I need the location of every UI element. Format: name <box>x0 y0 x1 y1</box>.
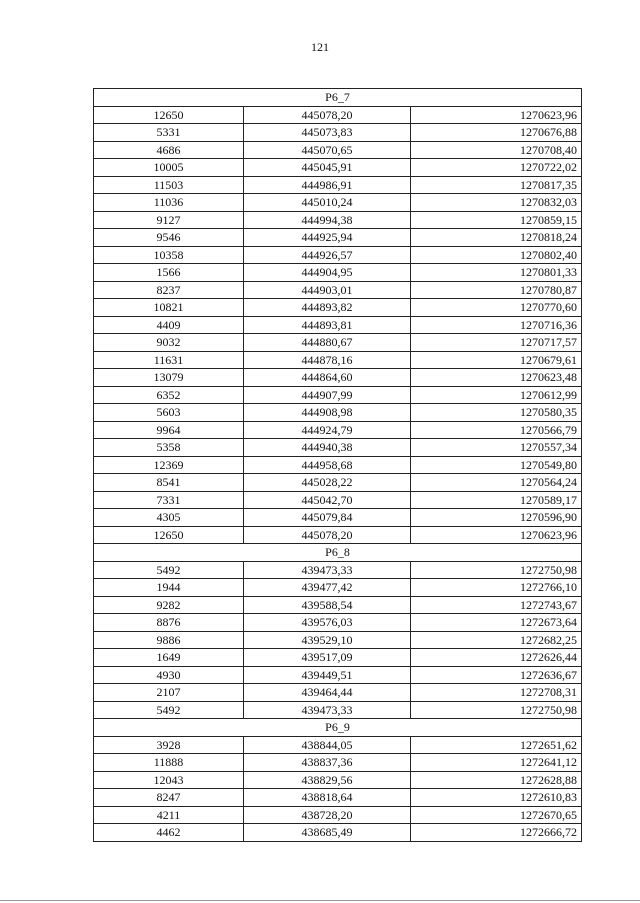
x-coordinate-cell: 444908,98 <box>244 404 411 422</box>
y-coordinate-cell: 1272670,65 <box>411 806 582 824</box>
section-header-row <box>94 544 582 562</box>
table-row <box>94 684 582 702</box>
y-coordinate-cell: 1272708,31 <box>411 684 582 702</box>
y-coordinate-cell: 1272628,88 <box>411 771 582 789</box>
table-row <box>94 211 582 229</box>
table-row <box>94 771 582 789</box>
x-coordinate-cell: 438728,20 <box>244 806 411 824</box>
y-coordinate-cell: 1270679,61 <box>411 351 582 369</box>
point-id-cell: 11888 <box>94 754 244 772</box>
table-row <box>94 369 582 387</box>
table-row <box>94 176 582 194</box>
x-coordinate-cell: 438829,56 <box>244 771 411 789</box>
table-row <box>94 246 582 264</box>
x-coordinate-cell: 444893,81 <box>244 316 411 334</box>
x-coordinate-cell: 445073,83 <box>244 124 411 142</box>
point-id-cell: 9886 <box>94 631 244 649</box>
point-id-cell: 10358 <box>94 246 244 264</box>
table-row <box>94 474 582 492</box>
x-coordinate-cell: 444907,99 <box>244 386 411 404</box>
point-id-cell: 4686 <box>94 141 244 159</box>
y-coordinate-cell: 1270549,80 <box>411 456 582 474</box>
y-coordinate-cell: 1270780,87 <box>411 281 582 299</box>
y-coordinate-cell: 1270802,40 <box>411 246 582 264</box>
y-coordinate-cell: 1270770,60 <box>411 299 582 317</box>
point-id-cell: 6352 <box>94 386 244 404</box>
x-coordinate-cell: 444994,38 <box>244 211 411 229</box>
point-id-cell: 5358 <box>94 439 244 457</box>
section-title: Р6_8 <box>94 544 582 562</box>
y-coordinate-cell: 1270623,96 <box>411 106 582 124</box>
y-coordinate-cell: 1272673,64 <box>411 614 582 632</box>
y-coordinate-cell: 1272610,83 <box>411 789 582 807</box>
point-id-cell: 2107 <box>94 684 244 702</box>
table-row <box>94 561 582 579</box>
y-coordinate-cell: 1272641,12 <box>411 754 582 772</box>
table-row <box>94 264 582 282</box>
y-coordinate-cell: 1272682,25 <box>411 631 582 649</box>
x-coordinate-cell: 444940,38 <box>244 439 411 457</box>
y-coordinate-cell: 1272626,44 <box>411 649 582 667</box>
table-row <box>94 106 582 124</box>
x-coordinate-cell: 444864,60 <box>244 369 411 387</box>
table-row <box>94 701 582 719</box>
table-row <box>94 194 582 212</box>
point-id-cell: 9032 <box>94 334 244 352</box>
coordinates-table <box>93 88 582 842</box>
table-row <box>94 141 582 159</box>
y-coordinate-cell: 1272651,62 <box>411 736 582 754</box>
point-id-cell: 4211 <box>94 806 244 824</box>
point-id-cell: 1944 <box>94 579 244 597</box>
point-id-cell: 12043 <box>94 771 244 789</box>
table-row <box>94 579 582 597</box>
x-coordinate-cell: 444926,57 <box>244 246 411 264</box>
x-coordinate-cell: 445028,22 <box>244 474 411 492</box>
point-id-cell: 4930 <box>94 666 244 684</box>
table-row <box>94 806 582 824</box>
point-id-cell: 9127 <box>94 211 244 229</box>
point-id-cell: 11036 <box>94 194 244 212</box>
x-coordinate-cell: 439464,44 <box>244 684 411 702</box>
y-coordinate-cell: 1270801,33 <box>411 264 582 282</box>
point-id-cell: 5603 <box>94 404 244 422</box>
point-id-cell: 1649 <box>94 649 244 667</box>
x-coordinate-cell: 445078,20 <box>244 526 411 544</box>
y-coordinate-cell: 1270596,90 <box>411 509 582 527</box>
x-coordinate-cell: 439529,10 <box>244 631 411 649</box>
section-header-row <box>94 89 582 107</box>
point-id-cell: 5492 <box>94 701 244 719</box>
x-coordinate-cell: 444986,91 <box>244 176 411 194</box>
x-coordinate-cell: 438685,49 <box>244 824 411 842</box>
point-id-cell: 10005 <box>94 159 244 177</box>
x-coordinate-cell: 439517,09 <box>244 649 411 667</box>
point-id-cell: 3928 <box>94 736 244 754</box>
x-coordinate-cell: 444904,95 <box>244 264 411 282</box>
table-row <box>94 631 582 649</box>
coordinates-table-body <box>94 89 582 842</box>
table-row <box>94 526 582 544</box>
x-coordinate-cell: 444924,79 <box>244 421 411 439</box>
point-id-cell: 5492 <box>94 561 244 579</box>
point-id-cell: 10821 <box>94 299 244 317</box>
y-coordinate-cell: 1270612,99 <box>411 386 582 404</box>
table-row <box>94 299 582 317</box>
table-row <box>94 456 582 474</box>
y-coordinate-cell: 1272750,98 <box>411 701 582 719</box>
x-coordinate-cell: 444878,16 <box>244 351 411 369</box>
y-coordinate-cell: 1270557,34 <box>411 439 582 457</box>
x-coordinate-cell: 445079,84 <box>244 509 411 527</box>
point-id-cell: 1566 <box>94 264 244 282</box>
y-coordinate-cell: 1272766,10 <box>411 579 582 597</box>
point-id-cell: 4462 <box>94 824 244 842</box>
point-id-cell: 8247 <box>94 789 244 807</box>
table-row <box>94 509 582 527</box>
y-coordinate-cell: 1270589,17 <box>411 491 582 509</box>
y-coordinate-cell: 1270818,24 <box>411 229 582 247</box>
x-coordinate-cell: 445078,20 <box>244 106 411 124</box>
point-id-cell: 8876 <box>94 614 244 632</box>
x-coordinate-cell: 445042,70 <box>244 491 411 509</box>
table-row <box>94 491 582 509</box>
y-coordinate-cell: 1270623,48 <box>411 369 582 387</box>
y-coordinate-cell: 1270623,96 <box>411 526 582 544</box>
y-coordinate-cell: 1270676,88 <box>411 124 582 142</box>
point-id-cell: 11503 <box>94 176 244 194</box>
x-coordinate-cell: 445070,65 <box>244 141 411 159</box>
x-coordinate-cell: 438837,36 <box>244 754 411 772</box>
point-id-cell: 9282 <box>94 596 244 614</box>
table-row <box>94 596 582 614</box>
y-coordinate-cell: 1270832,03 <box>411 194 582 212</box>
x-coordinate-cell: 444903,01 <box>244 281 411 299</box>
point-id-cell: 12650 <box>94 106 244 124</box>
x-coordinate-cell: 439473,33 <box>244 561 411 579</box>
table-row <box>94 439 582 457</box>
point-id-cell: 12369 <box>94 456 244 474</box>
point-id-cell: 9964 <box>94 421 244 439</box>
x-coordinate-cell: 444893,82 <box>244 299 411 317</box>
x-coordinate-cell: 439473,33 <box>244 701 411 719</box>
x-coordinate-cell: 445010,24 <box>244 194 411 212</box>
table-row <box>94 316 582 334</box>
table-row <box>94 159 582 177</box>
section-title: Р6_9 <box>94 719 582 737</box>
table-row <box>94 824 582 842</box>
table-row <box>94 421 582 439</box>
point-id-cell: 13079 <box>94 369 244 387</box>
y-coordinate-cell: 1270566,79 <box>411 421 582 439</box>
point-id-cell: 4305 <box>94 509 244 527</box>
point-id-cell: 5331 <box>94 124 244 142</box>
point-id-cell: 8541 <box>94 474 244 492</box>
y-coordinate-cell: 1270717,57 <box>411 334 582 352</box>
point-id-cell: 9546 <box>94 229 244 247</box>
x-coordinate-cell: 439588,54 <box>244 596 411 614</box>
table-row <box>94 789 582 807</box>
page-number: 121 <box>311 40 329 54</box>
table-row <box>94 334 582 352</box>
x-coordinate-cell: 444880,67 <box>244 334 411 352</box>
table-row <box>94 281 582 299</box>
y-coordinate-cell: 1272666,72 <box>411 824 582 842</box>
y-coordinate-cell: 1270859,15 <box>411 211 582 229</box>
point-id-cell: 4409 <box>94 316 244 334</box>
y-coordinate-cell: 1270564,24 <box>411 474 582 492</box>
section-header-row <box>94 719 582 737</box>
table-row <box>94 124 582 142</box>
section-title: Р6_7 <box>94 89 582 107</box>
y-coordinate-cell: 1270580,35 <box>411 404 582 422</box>
x-coordinate-cell: 444958,68 <box>244 456 411 474</box>
table-row <box>94 754 582 772</box>
x-coordinate-cell: 445045,91 <box>244 159 411 177</box>
x-coordinate-cell: 439449,51 <box>244 666 411 684</box>
table-row <box>94 229 582 247</box>
x-coordinate-cell: 444925,94 <box>244 229 411 247</box>
y-coordinate-cell: 1270708,40 <box>411 141 582 159</box>
y-coordinate-cell: 1272750,98 <box>411 561 582 579</box>
x-coordinate-cell: 439477,42 <box>244 579 411 597</box>
point-id-cell: 11631 <box>94 351 244 369</box>
page-bottom-edge <box>0 900 640 901</box>
y-coordinate-cell: 1272743,67 <box>411 596 582 614</box>
y-coordinate-cell: 1270817,35 <box>411 176 582 194</box>
y-coordinate-cell: 1272636,67 <box>411 666 582 684</box>
table-row <box>94 351 582 369</box>
table-row <box>94 736 582 754</box>
y-coordinate-cell: 1270716,36 <box>411 316 582 334</box>
point-id-cell: 7331 <box>94 491 244 509</box>
table-row <box>94 404 582 422</box>
table-row <box>94 614 582 632</box>
point-id-cell: 8237 <box>94 281 244 299</box>
table-row <box>94 386 582 404</box>
x-coordinate-cell: 438818,64 <box>244 789 411 807</box>
y-coordinate-cell: 1270722,02 <box>411 159 582 177</box>
point-id-cell: 12650 <box>94 526 244 544</box>
x-coordinate-cell: 438844,05 <box>244 736 411 754</box>
table-row <box>94 649 582 667</box>
table-row <box>94 666 582 684</box>
x-coordinate-cell: 439576,03 <box>244 614 411 632</box>
